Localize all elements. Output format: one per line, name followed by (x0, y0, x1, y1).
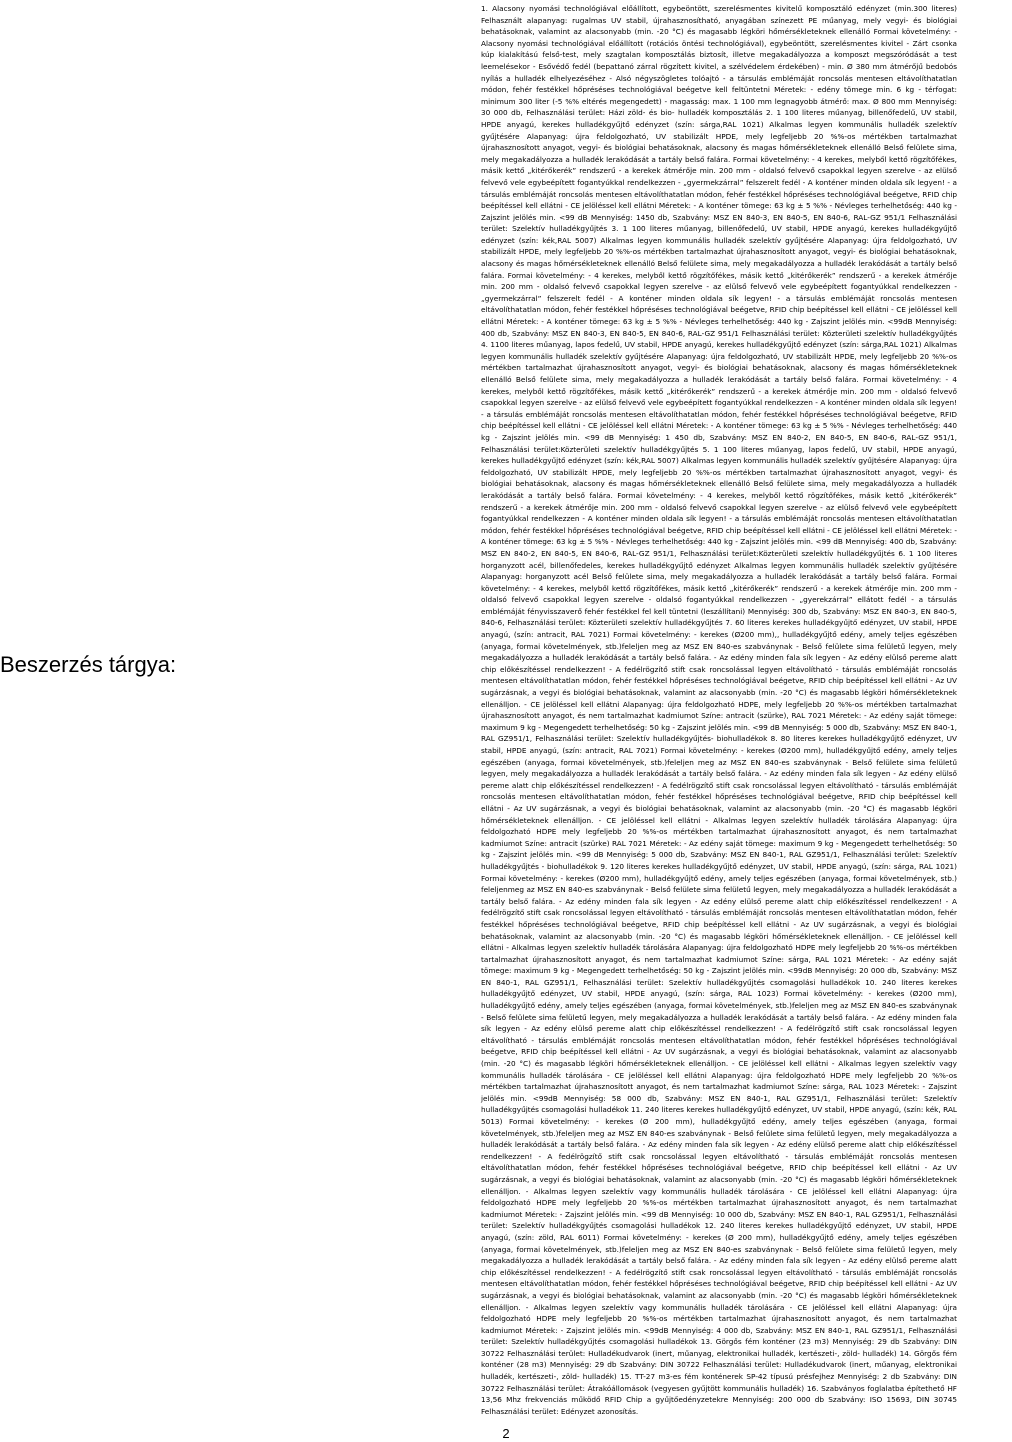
page-number: 2 (502, 1426, 510, 1441)
procurement-subject-text (481, 3, 957, 1416)
procurement-subject-paragraph: 1. Alacsony nyomási technológiával előállított, egybeöntött, szerelésmentes kivitelű komposztáló edényzet (min.300 literes) Felhasznált alapanyag: rugalmas UV stabil, újrahasznosítható, anyagában színezett PE műanyag, mely vegyi- és biológiai behatásoknak, valamint az alacsonyabb (min. -20 °C) és magasabb légköri hőmérsékleteknek ellenálló Formai követelmény: - Alacsony nyomási technológiával előállított (rotációs öntési technológiával), egybeöntött, szerelésmentes kivitel - Zárt csonka kúp kialakítású felső-test, mely szagtalan komposztálás biztosít, illetve megakadályozza a komposzt megszóródását a test leemelésekor - Esővédő fedél (bepattanó zárral rögzített kivitel, a szélvédelem érdekében) - min. Ø 380 mm átmérőjű bedobós nyílás a hulladék elhelyezéséhez - Alsó négyszögletes tolóajtó - a társulás emblémáját roncsolás mentesen eltávolíthatatlan módon, fehér festékkel hőpréséses technológiával beégetve kell feltüntetni Méretek: - edény tömege min. 6 kg - térfogat: minimum 300 liter (-5 %% eltérés megengedett) - magasság: max. 1 100 mm legnagyobb átmérő: max. Ø 800 mm Mennyiség: 30 000 db, Felhasználási terület: Házi zöld- és bio- hulladék komposztálás 2. 1 100 literes műanyag, billenőfedelű, UV stabil, HPDE anyagú, kerekes hulladékgyűjtő edényzet (szín: sárga,RAL 1021) Alkalmas legyen kommunális hulladék szelektív gyűjtésére Alapanyag: újra feldolgozható, UV stabilizált HPDE, mely legfeljebb 20 %%-os mértékben tartalmazhat újrahasznosított anyagot, vegyi- és biológiai behatásoknak, alacsony és magas hőmérsékleteknek ellenálló Belső felülete sima, mely megakadályozza a hulladék lerakódását a tartály belső falára. Formai követelmény: - 4 kerekes, melyből kettő rögzítőfékes, másik kettő „kitérőkerék” rendszerű - a kerekek átmérője min. 200 mm - oldalsó felvevő csapokkal legyen szerelve - az elülső felvevő vele egybeépített fogantyúkkal rendelkezzen - „gyermekzárral” felszerelt fedél - A konténer minden oldala sík legyen! - a társulás emblémáját roncsolás mentesen eltávolíthatatlan módon, fehér festékkel hőpréséses technológiával beégetve, RFID chip beépítéssel kell ellátni - CE jelöléssel kell ellátni Méretek: - A konténer tömege: 63 kg ± 5 %% - Névleges terhelhetőség: 440 kg - Zajszint jelölés min. <99 dB Mennyiség: 1450 db, Szabvány: MSZ EN 840-3, EN 840-5, EN 840-6, RAL-GZ 951/1 Felhasználási terület: Szelektív hulladékgyűjtés 3. 1 100 literes műanyag, billenőfedelű, UV stabil, HPDE anyagú, kerekes hulladékgyűjtő edényzet (szín: kék,RAL 5007) Alkalmas legyen kommunális hulladék szelektív gyűjtésére Alapanyag: újra feldolgozható, UV stabilizált HPDE, mely legfeljebb 20 %%-os mértékben tartalmazhat újrahasznosított anyagot, vegyi- és biológiai behatásoknak, alacsony és magas hőmérsékleteknek ellenálló Belső felülete sima, mely megakadályozza a hulladék lerakódását a tartály belső falára. Formai követelmény: - 4 kerekes, melyből kettő rögzítőfékes, másik kettő „kitérőkerék” rendszerű - a kerekek átmérője min. 200 mm - oldalsó felvevő csapokkal legyen szerelve - az elülső felvevő vele egybeépített fogantyúkkal rendelkezzen - „gyermekzárral” felszerelt fedél - A konténer minden oldala sík legyen! - a társulás emblémáját roncsolás mentesen eltávolíthatatlan módon, fehér festékkel hőpréséses technológiával beégetve, RFID chip beépítéssel kell ellátni - CE jelöléssel kell ellátni Méretek: - A konténer tömege: 63 kg ± 5 %% - Névleges terhelhetőség: 440 kg - Zajszint jelölés min. <99dB Mennyiség: 400 db, Szabvány: MSZ EN 840-3, EN 840-5, EN 840-6, RAL-GZ 951/1 Felhasználási terület: Közterületi szelektív hulladékgyűjtés 4. 1100 literes műanyag, lapos fedelű, UV stabil, HPDE anyagú, kerekes hulladékgyűjtő edényzet (szín: sárga,RAL 1021) Alkalmas legyen kommunális hulladék szelektív gyűjtésére Alapanyag: újra feldolgozható, UV stabilizált HPDE, mely legfeljebb 20 %%-os mértékben tartalmazhat újrahasznosított anyagot, vegyi- és biológiai behatásoknak, alacsony és magas hőmérsékleteknek ellenálló Belső felülete sima, mely megakadályozza a hulladék lerakódását a tartály belső falára. Formai követelmény: - 4 kerekes, melyből kettő rögzítőfékes, másik kettő „kitérőkerék” rendszerű - a kerekek átmérője min. 200 mm - oldalsó felvevő csapokkal legyen szerelve - az elülső felvevő vele egybeépített fogantyúkkal rendelkezzen - A konténer minden oldala sík legyen! - a társulás emblémáját roncsolás mentesen eltávolíthatatlan módon, fehér festékkel hőpréséses technológiával beégetve, RFID chip beépítéssel kell ellátni - CE jelöléssel kell ellátni Méretek: - A konténer tömege: 63 kg ± 5 %% - Névleges terhelhetőség: 440 kg - Zajszint jelölés min. <99 dB Mennyiség: 1 450 db, Szabvány: MSZ EN 840-2, EN 840-5, EN 840-6, RAL-GZ 951/1, Felhasználási terület:Közterületi szelektív hulladékgyűjtés 5. 1 100 literes műanyag, lapos fedelű, UV stabil, HPDE anyagú, kerekes hulladékgyűjtő edényzet (szín: kék,RAL 5007) Alkalmas legyen kommunális hulladék szelektív gyűjtésére Alapanyag: újra feldolgozható, UV stabilizált HPDE, mely legfeljebb 20 %%-os mértékben tartalmazhat újrahasznosított anyagot, vegyi- és biológiai behatásoknak, alacsony és magas hőmérsékleteknek ellenálló Belső felülete sima, mely megakadályozza a hulladék lerakódását a tartály belső falára. Formai követelmény: - 4 kerekes, melyből kettő rögzítőfékes, másik kettő „kitérőkerék” rendszerű - a kerekek átmérője min. 200 mm - oldalsó felvevő csapokkal legyen szerelve - az elülső felvevő vele egybeépített fogantyúkkal rendelkezzen - A konténer minden oldala sík legyen! - a társulás emblémáját roncsolás mentesen eltávolíthatatlan módon, fehér festékkel hőpréséses technológiával beégetve, RFID chip beépítéssel kell ellátni - CE jelöléssel kell ellátni Méretek: - A konténer tömege: 63 kg ± 5 %% - Névleges terhelhetőség: 440 kg - Zajszint jelölés min. <99 dB Mennyiség: 400 db, Szabvány: MSZ EN 840-2, EN 840-5, EN 840-6, RAL-GZ 951/1, Felhasználási terület:Közterületi szelektív hulladékgyűjtés 6. 1 100 literes horganyzott acél, billenőfedeles, kerekes hulladékgyűjtő edényzet Alkalmas legyen kommunális hulladék szelektív gyűjtésére Alapanyag: horganyzott acél Belső felülete sima, mely megakadályozza a hulladék lerakódását a tartály belső falára. Formai követelmény: - 4 kerekes, melyből kettő rögzítőfékes, másik kettő „kitérőkerék” rendszerű - a kerekek átmérője min. 200 mm - oldalsó felvevő csapokkal legyen szerelve - oldalsó fogantyúkkal rendelkezzen - „gyerekzárral” ellátott fedél - a társulás emblémáját fényvisszaverő fehér festékkel fel kell tüntetni (leszállítani) Mennyiség: 300 db, Szabvány: MSZ EN 840-3, EN 840-5, 840-6, Felhasználási terület: Közterületi szelektív hulladékgyűjtés 7. 60 literes kerekes hulladékgyűjtő edényzet, UV stabil, HPDE anyagú, (szín: antracit, RAL 7021) Formai követelmény: - kerekes (Ø200 mm),, hulladékgyűjtő edény, amely teljes egészében (anyaga, formai követelmények, stb.)feleljen meg az MSZ EN 840-es szabványnak - Belső felülete sima felületű legyen, mely megakadályozza a hulladék lerakódását a tartály belső falára. - Az edény minden fala sík legyen - Az edény elülső pereme alatt chip előkészítéssel rendelkezzen! - A fedélrögzítő stift csak roncsolással legyen eltávolítható - társulás emblémáját roncsolás mentesen eltávolíthatatlan módon, fehér festékkel hőpréséses technológiával beégetve, RFID chip beépítéssel kell ellátni - Az UV sugárzásnak, a vegyi és biológiai behatásoknak, valamint az alacsonyabb (min. -20 °C) és magasabb légköri hőmérsékleteknek ellenálljon. - CE jelöléssel kell ellátni Alapanyag: újra feldolgozható HDPE, mely legfeljebb 20 %%-os mértékben tartalmazhat újrahasznosított anyagot, és nem tartalmazhat kadmiumot Színe: antracit (szürke), RAL 7021 Méretek: - Az edény saját tömege: maximum 9 kg - Megengedett terhelhetőség: 50 kg - Zajszint jelölés min. <99 dB Mennyiség: 5 000 db, Szabvány: MSZ EN 840-1, RAL GZ951/1, Felhasználási terület: Szelektív hulladékgyűjtés- biohulladékok 8. 80 literes kerekes hulladékgyűjtő edényzet, UV stabil, HPDE anyagú, (szín: antracit, RAL 7021) Formai követelmény: - kerekes (Ø200 mm), hulladékgyűjtő edény, amely teljes egészében (anyaga, formai követelmények, stb.)feleljen meg az MSZ EN 840-es szabványnak - Belső felülete sima felületű legyen, mely megakadályozza a hulladék lerakódását a tartály belső falára. - Az edény minden fala sík legyen - Az edény elülső pereme alatt chip előkészítéssel rendelkezzen! - A fedélrögzítő stift csak roncsolással legyen eltávolítható - társulás emblémáját roncsolás mentesen eltávolíthatatlan módon, fehér festékkel hőpréséses technológiával beégetve, RFID chip beépítéssel kell ellátni - Az UV sugárzásnak, a vegyi és biológiai behatásoknak, valamint az alacsonyabb (min. -20 °C) és magasabb légköri hőmérsékleteknek ellenálljon. - CE jelöléssel kell ellátni - Alkalmas legyen szelektív hulladék tárolására Alapanyag: újra feldolgozható HDPE mely legfeljebb 20 %%-os mértékben tartalmazhat újrahasznosított anyagot, és nem tartalmazhat kadmiumot Színe: antracit (szürke) RAL 7021 Méretek: - Az edény saját tömege: maximum 9 kg - Megengedett terhelhetőség: 50 kg - Zajszint jelölés min. <99 dB Mennyiség: 5 000 db, Szabvány: MSZ EN 840-1, RAL GZ951/1, Felhasználási terület: Szelektív hulladékgyűjtés - biohulladékok 9. 120 literes kerekes hulladékgyűjtő edényzet, UV stabil, HPDE anyagú, (szín: sárga, RAL 1021) Formai követelmény: - kerekes (Ø200 mm), hulladékgyűjtő edény, amely teljes egészében (anyaga, formai követelmények, stb.) feleljenmeg az MSZ EN 840-es szabványnak - Belső felülete sima felületű legyen, mely megakadályozza a hulladék lerakódását a tartály belső falára. - Az edény minden fala sík legyen - Az edény elülső pereme alatt chip előkészítéssel rendelkezzen! - A fedélrögzítő stift csak roncsolással legyen eltávolítható - társulás emblémáját roncsolás mentesen eltávolíthatatlan módon, fehér festékkel hőpréséses technológiával beégetve, RFID chip beépítéssel kell ellátni - Az UV sugárzásnak, a vegyi és biológiai behatásoknak, valamint az alacsonyabb (min. -20 °C) és magasabb légköri hőmérsékleteknek ellenálljon. - CE jelöléssel kell ellátni - Alkalmas legyen szelektív hulladék tárolására Alapanyag: újra feldolgozható HDPE mely legfeljebb 20 %%-os mértékben tartalmazhat újrahasznosított anyagot, és nem tartalmazhat kadmiumot Színe: sárga, RAL 1021 Méretek: - Az edény saját tömege: maximum 9 kg - Megengedett terhelhetőség: 50 kg - Zajszint jelölés min. <99dB Mennyiség: 20 000 db, Szabvány: MSZ EN 840-1, RAL GZ951/1, Felhasználási terület: Szelektív hulladékgyűjtés csomagolási hulladékok 10. 240 literes kerekes hulladékgyűjtő edényzet, UV stabil, HPDE anyagú, (szín: sárga, RAL 1023) Formai követelmény: - kerekes (Ø200 mm), hulladékgyűjtő edény, amely teljes egészében (anyaga, formai követelmények, stb.)feleljen meg az MSZ EN 840-es szabványnak - Belső felülete sima felületű legyen, mely megakadályozza a hulladék lerakódását a tartály belső falára. - Az edény minden fala sík legyen - Az edény elülső pereme alatt chip előkészítéssel rendelkezzen! - A fedélrögzítő stift csak roncsolással legyen eltávolítható - társulás emblémáját roncsolás mentesen eltávolíthatatlan módon, fehér festékkel hőpréséses technológiával beégetve, RFID chip beépítéssel kell ellátni - Az UV sugárzásnak, a vegyi és biológiai behatásoknak, valamint az alacsonyabb (min. -20 °C) és magasabb légköri hőmérsékleteknek ellenálljon. - CE jelöléssel kell ellátni - Alkalmas legyen szelektív vagy kommunális hulladék tárolására - CE jelöléssel kell ellátni Alapanyag: újra feldolgozható HDPE mely legfeljebb 20 %%-os mértékben tartalmazhat újrahasznosított anyagot, és nem tartalmazhat kadmiumot Színe: sárga, RAL 1023 Méretek: - Zajszint jelölés min. <99dB Mennyiség: 58 000 db, Szabvány: MSZ EN 840-1, RAL GZ951/1, Felhasználási terület: Szelektív hulladékgyűjtés csomagolási hulladékok 11. 240 literes kerekes hulladékgyűjtő edényzet, UV stabil, HPDE anyagú, (szín: kék, RAL 5013) Formai követelmény: - kerekes (Ø 200 mm), hulladékgyűjtő edény, amely teljes egészében (anyaga, formai követelmények, stb.)feleljen meg az MSZ EN 840-es szabványnak - Belső felülete sima felületű legyen, mely megakadályozza a hulladék lerakódását a tartály belső falára. - Az edény minden fala sík legyen - Az edény elülső pereme alatt chip előkészítéssel rendelkezzen! - A fedélrögzítő stift csak roncsolással legyen eltávolítható - társulás emblémáját roncsolás mentesen eltávolíthatatlan módon, fehér festékkel hőpréséses technológiával beégetve, RFID chip beépítéssel kell ellátni - Az UV sugárzásnak, a vegyi és biológiai behatásoknak, valamint az alacsonyabb (min. -20 °C) és magasabb légköri hőmérsékleteknek ellenálljon. - Alkalmas legyen szelektív vagy kommunális hulladék tárolására - CE jelöléssel kell ellátni Alapanyag: újra feldolgozható HDPE mely legfeljebb 20 %%-os mértékben tartalmazhat újrahasznosított anyagot, és nem tartalmazhat kadmiumot Méretek: - Zajszint jelölés min. <99 dB Mennyiség: 10 000 db, Szabvány: MSZ EN 840-1, RAL GZ951/1, Felhasználási terület: Szelektív hulladékgyűjtés csomagolási hulladékok 12. 240 literes kerekes hulladékgyűjtő edényzet, UV stabil, HPDE anyagú, (szín: zöld, RAL 6011) Formai követelmény: - kerekes (Ø 200 mm), hulladékgyűjtő edény, amely teljes egészében (anyaga, formai követelmények, stb.)feleljen meg az MSZ EN 840-es szabványnak - Belső felülete sima felületű legyen, mely megakadályozza a hulladék lerakódását a tartály belső falára. - Az edény minden fala sík legyen - Az edény elülső pereme alatt chip előkészítéssel rendelkezzen! - A fedélrögzítő stift csak roncsolással legyen eltávolítható - társulás emblémáját roncsolás mentesen eltávolíthatatlan módon, fehér festékkel hőpréséses technológiával beégetve, RFID chip beépítéssel kell ellátni - Az UV sugárzásnak, a vegyi és biológiai behatásoknak, valamint az alacsonyabb (min. -20 °C) és magasabb légköri hőmérsékleteknek ellenálljon. - Alkalmas legyen szelektív vagy kommunális hulladék tárolására - CE jelöléssel kell ellátni Alapanyag: újra feldolgozható HDPE mely legfeljebb 20 %%-os mértékben tartalmazhat újrahasznosított anyagot, és nem tartalmazhat kadmiumot Méretek: - Zajszint jelölés min. <99dB Mennyiség: 4 000 db, Szabvány: MSZ EN 840-1, RAL GZ951/1, Felhasználási terület: Szelektív hulladékgyűjtés csomagolási hulladékok 13. Görgős fém konténer (23 m3) Mennyiség: 29 db Szabvány: DIN 30722 Felhasználási terület: Hulladékudvarok (inert, műanyag, elektronikai hulladék, kertészeti-, zöld- hulladék) 14. Görgős fém konténer (28 m3) Mennyiség: 29 db Szabvány: DIN 30722 Felhasználási terület: Hulladékudvarok (inert, műanyag, elektronikai hulladék, kertészeti-, zöld- hulladék) 15. TT-27 m3-es fém konténerek SP-42 típusú présfejhez Mennyiség: 2 db Szabvány: DIN 30722 Felhasználási terület: Átrakóállomások (vegyesen gyűjtött kommunális hulladék) 16. Szabványos foglalatba építethető HF 13,56 Mhz frekvenciás működő RFID Chip a gyűjtőedényzetekre Mennyiség: 200 000 db Szabvány: ISO 15693, DIN 30745 Felhasználási terület: Edényzet azonosítás. (481, 4, 957, 1416)
field-label: Beszerzés tárgya: (0, 652, 177, 677)
